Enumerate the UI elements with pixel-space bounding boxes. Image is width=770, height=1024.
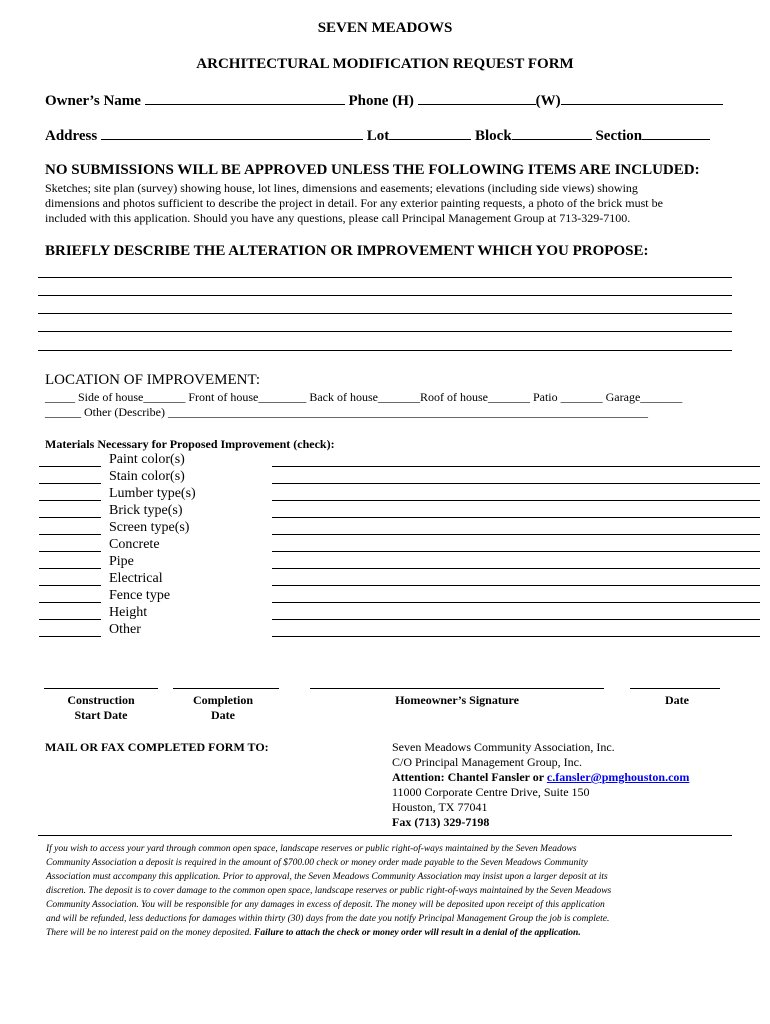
construction-start-label-2: Start Date	[74, 708, 128, 722]
phone-home-field[interactable]	[418, 92, 536, 105]
location-row-1[interactable]: _____ Side of house_______ Front of house________ Back of house_______Roof of house_______ Patio _______ Garage_______	[45, 390, 683, 404]
address-row	[45, 127, 710, 145]
completion-date-field[interactable]	[173, 688, 279, 689]
describe-line-4[interactable]	[38, 331, 732, 332]
material-label: Electrical	[109, 571, 163, 586]
describe-heading: BRIEFLY DESCRIBE THE ALTERATION OR IMPROVEMENT WHICH YOU PROPOSE:	[45, 243, 649, 259]
footer-divider	[38, 835, 732, 836]
section-label: Section	[595, 128, 643, 144]
material-detail-field[interactable]	[272, 602, 760, 603]
location-heading: LOCATION OF IMPROVEMENT:	[45, 372, 261, 388]
material-label: Screen type(s)	[109, 520, 190, 535]
location-row-2[interactable]: ______ Other (Describe) ________________________________________________________________________________	[45, 405, 648, 419]
material-check-field[interactable]	[39, 466, 101, 467]
material-label: Paint color(s)	[109, 452, 185, 467]
mail-attention-line	[392, 770, 689, 785]
form-title: ARCHITECTURAL MODIFICATION REQUEST FORM	[196, 56, 574, 72]
construction-start-label-1: Construction	[67, 693, 135, 707]
describe-line-3[interactable]	[38, 313, 732, 314]
phone-work-field[interactable]	[561, 92, 723, 105]
mail-address-line-5: Houston, TX 77041	[392, 800, 488, 814]
material-label: Other	[109, 622, 141, 637]
material-detail-field[interactable]	[272, 534, 760, 535]
material-detail-field[interactable]	[272, 585, 760, 586]
homeowner-signature-label: Homeowner’s Signature	[395, 693, 519, 707]
notice-heading: NO SUBMISSIONS WILL BE APPROVED UNLESS THE FOLLOWING ITEMS ARE INCLUDED:	[45, 162, 700, 178]
material-label: Concrete	[109, 537, 160, 552]
deposit-notice-line: Community Association a deposit is required in the amount of $700.00 check or money order made payable to the Seven Meadows Community	[46, 858, 588, 868]
deposit-notice-warning: Failure to attach the check or money order will result in a denial of the application.	[254, 928, 581, 938]
material-label: Height	[109, 605, 148, 620]
mail-fax: Fax (713) 329-7198	[392, 815, 490, 829]
material-check-field[interactable]	[39, 517, 101, 518]
lot-label: Lot	[366, 128, 390, 144]
describe-line-2[interactable]	[38, 295, 732, 296]
material-detail-field[interactable]	[272, 551, 760, 552]
describe-line-1[interactable]	[38, 277, 732, 278]
material-label: Pipe	[109, 554, 134, 569]
completion-date-label-2: Date	[211, 708, 235, 722]
mail-address-line-4: 11000 Corporate Centre Drive, Suite 150	[392, 785, 590, 799]
address-label: Address	[45, 128, 98, 144]
material-check-field[interactable]	[39, 551, 101, 552]
deposit-notice-line: Association must accompany this application. Prior to approval, the Seven Meadows Community Association may insist upon a larger deposit at its	[46, 872, 608, 882]
deposit-notice-line: If you wish to access your yard through common open space, landscape reserves or public right-of-ways maintained by the Seven Meadows	[46, 844, 577, 854]
material-check-field[interactable]	[39, 602, 101, 603]
material-check-field[interactable]	[39, 534, 101, 535]
deposit-notice-line: Community Association. You will be responsible for any damages in excess of deposit. The money will be deposited upon receipt of this application	[46, 900, 605, 910]
email-link[interactable]: c.fansler@pmghouston.com	[546, 770, 690, 784]
material-detail-field[interactable]	[272, 636, 760, 637]
notice-line-2: dimensions and photos sufficient to describe the project in detail. For any exterior painting requests, a photo of the brick must be	[45, 196, 663, 210]
lot-field[interactable]	[389, 127, 471, 140]
material-detail-field[interactable]	[272, 568, 760, 569]
address-field[interactable]	[101, 127, 363, 140]
block-field[interactable]	[512, 127, 592, 140]
owner-name-row	[45, 92, 723, 110]
material-check-field[interactable]	[39, 483, 101, 484]
deposit-notice-line: discretion. The deposit is to cover damage to the common open space, landscape reserves or public right-of-ways maintained by the Seven Meadows	[46, 886, 612, 896]
phone-work-label: (W)	[535, 93, 561, 109]
block-label: Block	[475, 128, 512, 144]
materials-heading: Materials Necessary for Proposed Improvement (check):	[45, 437, 335, 451]
material-check-field[interactable]	[39, 636, 101, 637]
deposit-notice-line: and will be refunded, less deductions for damages within thirty (30) days from the date you notify Principal Management Group the job is complete.	[46, 914, 610, 924]
notice-line-3: included with this application. Should you have any questions, please call Principal Management Group at 713-329-7100.	[45, 211, 631, 225]
section-field[interactable]	[642, 127, 710, 140]
phone-home-label: Phone (H)	[348, 93, 414, 109]
material-check-field[interactable]	[39, 619, 101, 620]
mail-label: MAIL OR FAX COMPLETED FORM TO:	[45, 740, 269, 754]
material-check-field[interactable]	[39, 500, 101, 501]
material-label: Fence type	[109, 588, 171, 603]
deposit-notice	[46, 842, 728, 940]
mail-address-line-1: Seven Meadows Community Association, Inc.	[392, 740, 615, 754]
mail-address-line-2: C/O Principal Management Group, Inc.	[392, 755, 582, 769]
construction-start-field[interactable]	[44, 688, 158, 689]
material-label: Lumber type(s)	[109, 486, 196, 501]
material-check-field[interactable]	[39, 585, 101, 586]
material-label: Brick type(s)	[109, 503, 183, 518]
owner-name-field[interactable]	[145, 92, 345, 105]
mail-attention-text: Attention: Chantel Fansler or	[392, 770, 544, 784]
material-detail-field[interactable]	[272, 483, 760, 484]
homeowner-signature-field[interactable]	[310, 688, 604, 689]
describe-line-5[interactable]	[38, 350, 732, 351]
material-detail-field[interactable]	[272, 619, 760, 620]
signature-date-field[interactable]	[630, 688, 720, 689]
material-check-field[interactable]	[39, 568, 101, 569]
completion-date-label-1: Completion	[193, 693, 253, 707]
owner-name-label: Owner’s Name	[45, 93, 141, 109]
material-label: Stain color(s)	[109, 469, 185, 484]
signature-date-label: Date	[665, 693, 689, 707]
deposit-notice-normal: There will be no interest paid on the money deposited.	[46, 928, 254, 938]
notice-line-1: Sketches; site plan (survey) showing house, lot lines, dimensions and easements; elevations (including side views) showing	[45, 181, 638, 195]
deposit-notice-last-line	[46, 926, 728, 940]
material-detail-field[interactable]	[272, 517, 760, 518]
org-title: SEVEN MEADOWS	[317, 20, 453, 36]
material-detail-field[interactable]	[272, 500, 760, 501]
material-detail-field[interactable]	[272, 466, 760, 467]
